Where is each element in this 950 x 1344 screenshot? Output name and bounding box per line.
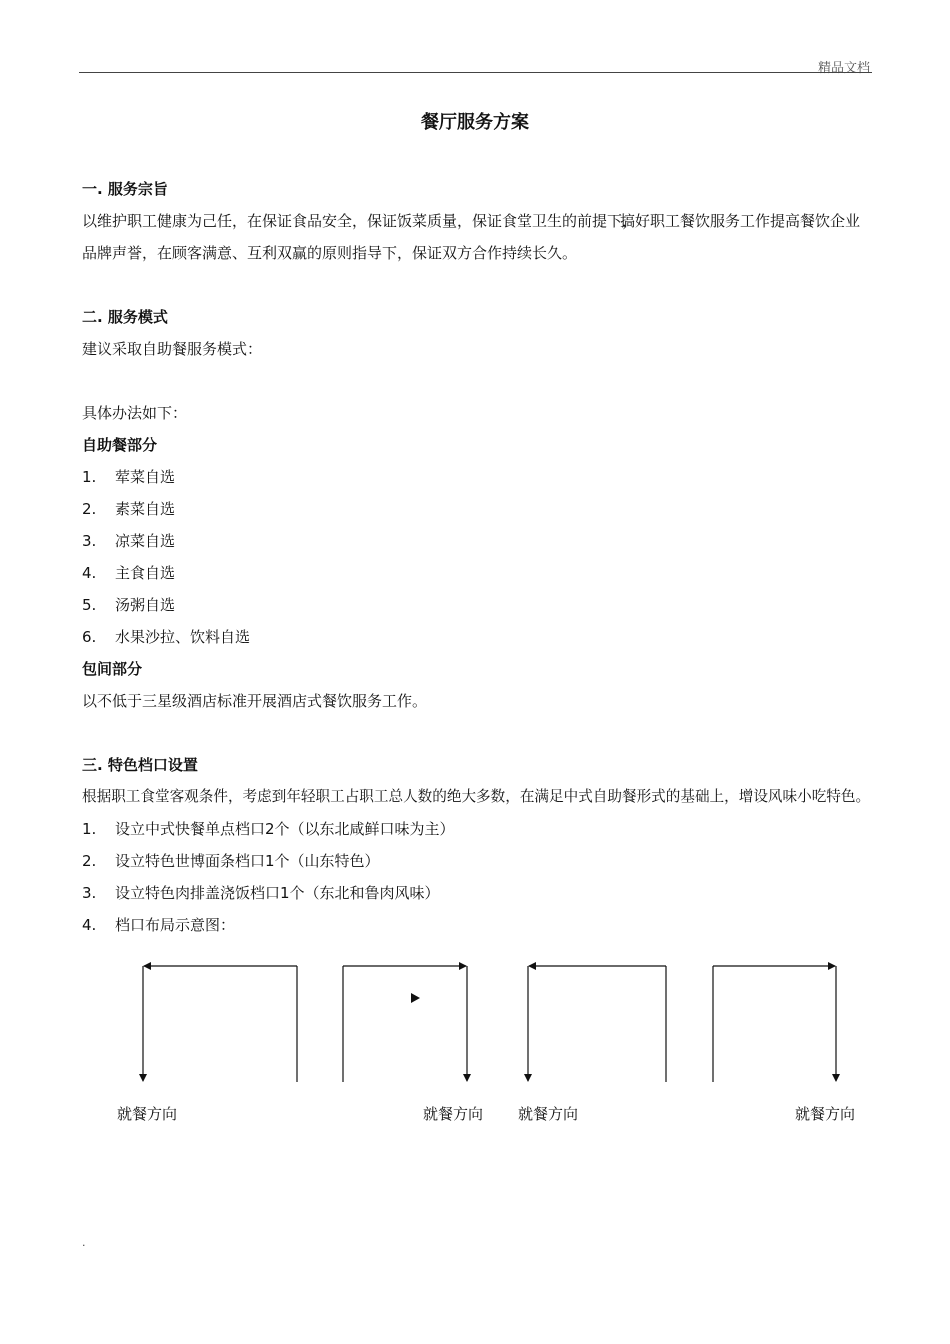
list-number: 1. xyxy=(82,468,97,486)
list-number: 4. xyxy=(82,564,97,582)
list-text: 荤菜自选 xyxy=(115,468,176,486)
stall-2-frame xyxy=(343,966,467,1082)
list-text: 素菜自选 xyxy=(115,500,176,518)
section2-heading: 二. 服务模式 xyxy=(82,308,168,326)
stall-1-frame xyxy=(143,966,297,1082)
list-number: 3. xyxy=(82,532,97,550)
list-text: 主食自选 xyxy=(115,564,176,582)
dining-direction-caption: 就餐方向 xyxy=(795,1105,856,1123)
list-text: 水果沙拉、饮料自选 xyxy=(115,628,251,646)
section3-heading: 三. 特色档口设置 xyxy=(82,756,198,774)
dining-direction-caption: 就餐方向 xyxy=(423,1105,484,1123)
footer-mark: . xyxy=(82,1236,86,1249)
list-text: 设立特色世博面条档口1个（山东特色） xyxy=(115,852,380,870)
list-number: 2. xyxy=(82,852,97,870)
list-text: 设立中式快餐单点档口2个（以东北咸鲜口味为主） xyxy=(115,820,455,838)
list-number: 6. xyxy=(82,628,97,646)
section2-intro: 建议采取自助餐服务模式： xyxy=(82,340,263,358)
section3-paragraph: 根据职工食堂客观条件，考虑到年轻职工占职工总人数的绝大多数，在满足中式自助餐形式的基础上，增设风味小吃特色。 xyxy=(82,788,871,805)
section1-paragraph-line2: 品牌声誉，在顾客满意、互利双赢的原则指导下，保证双方合作持续长久。 xyxy=(82,244,578,262)
section1-paragraph-text: 以维护职工健康为己任，在保证食品安全，保证饭菜质量，保证食堂卫生的前提下， xyxy=(82,212,638,230)
section2-method: 具体办法如下： xyxy=(82,404,188,422)
document-title: 餐厅服务方案 xyxy=(421,112,529,133)
dining-direction-caption: 就餐方向 xyxy=(117,1105,178,1123)
private-room-text: 以不低于三星级酒店标准开展酒店式餐饮服务工作。 xyxy=(82,692,428,710)
list-number: 4. xyxy=(82,916,97,934)
header-label: 精品文档 xyxy=(817,61,870,76)
small-arrowhead-icon xyxy=(411,993,420,1003)
list-text: 档口布局示意图： xyxy=(115,916,236,934)
dining-direction-caption: 就餐方向 xyxy=(518,1105,579,1123)
list-number: 1. xyxy=(82,820,97,838)
list-number: 5. xyxy=(82,596,97,614)
stall-3-frame xyxy=(528,966,666,1082)
list-text: 设立特色肉排盖浇饭档口1个（东北和鲁肉风味） xyxy=(115,884,440,902)
stall-4-frame xyxy=(713,966,836,1082)
buffet-heading: 自助餐部分 xyxy=(82,436,158,454)
list-number: 3. xyxy=(82,884,97,902)
section1-paragraph-overlap: 搞好职工餐饮服务工作提高餐饮企业 xyxy=(620,212,861,230)
list-text: 凉菜自选 xyxy=(115,532,176,550)
list-number: 2. xyxy=(82,500,97,518)
list-text: 汤粥自选 xyxy=(115,596,176,614)
section1-heading: 一. 服务宗旨 xyxy=(82,180,168,198)
private-room-heading: 包间部分 xyxy=(82,660,143,678)
